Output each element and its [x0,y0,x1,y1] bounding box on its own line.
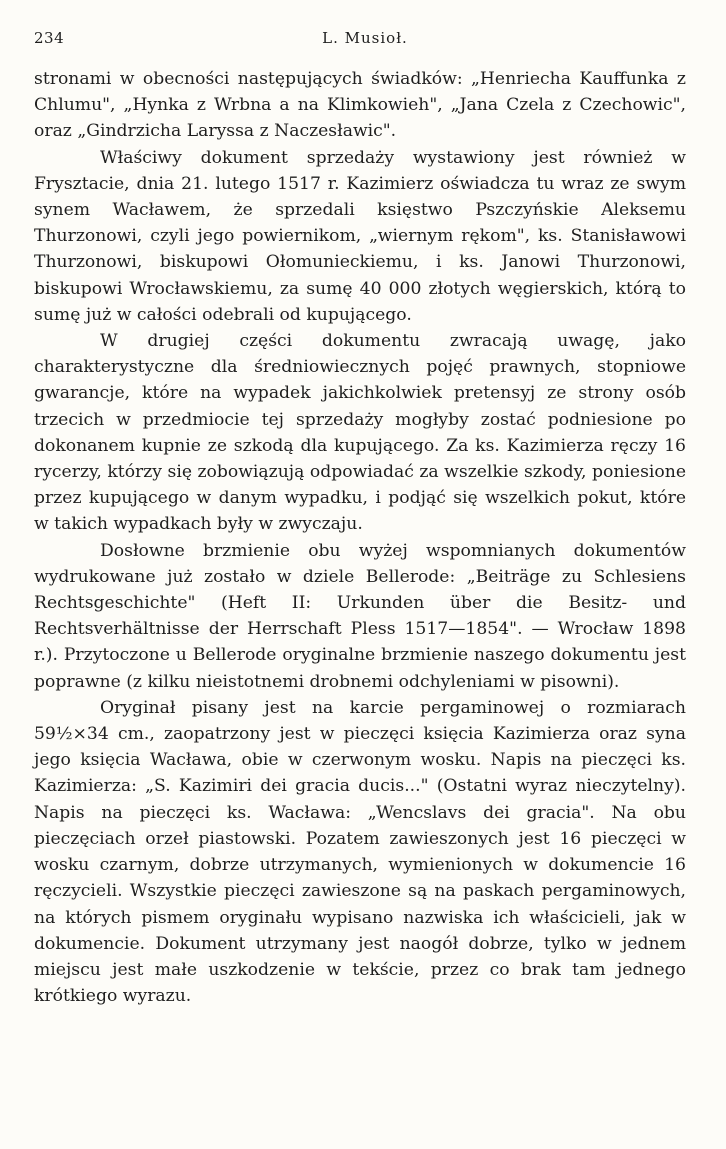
paragraph: stronami w obecności następujących świadków: „Henriecha Kauffunka z Chlumu", „Hynka z Wrbna a na Klimkowieh", „Jana Czela z Czechowic", oraz „Gindrzicha Laryssa z Naczesławic". [34,69,686,142]
paragraph: Dosłowne brzmienie obu wyżej wspomnianych dokumentów wydrukowane już zostało w dziele Bellerode: „Beiträge zu Schlesiens Rechtsgeschichte" (Heft II: Urkunden über die Besitz- und Rechtsverhältnisse der Herrschaft Pless 1517—1854". — Wrocław 1898 r.). Przytoczone u Bellerode oryginalne brzmienie naszego dokumentu jest poprawne (z kilku nieistotnemi drobnemi odchyleniami w pisowni). [34,540,686,692]
paragraph: Oryginał pisany jest na karcie pergaminowej o rozmiarach 59½×34 cm., zaopatrzony jest w pieczęci księcia Kazimierza oraz syna jego księcia Wacława, obie w czerwonym wosku. Napis na pieczęci ks. Kazimierza: „S. Kazimiri dei gracia ducis..." (Ostatni wyraz nieczytelny). Napis na pieczęci ks. Wacława: „Wencslavs dei gracia". Na obu pieczęciach orzeł piastowski. Pozatem zawieszonych jest 16 pieczęci w wosku czarnym, dobrze utrzymanych, wymienionych w dokumencie 16 ręczycieli. Wszystkie pieczęci zawieszone są na paskach pergaminowych, na których pismem oryginału wypisano nazwiska ich właścicieli, jak w dokumencie. Dokument utrzymany jest naogół dobrze, tylko w jednem miejscu jest małe uszkodzenie w tekście, przez co brak tam jednego krótkiego wyrazu. [34,697,686,1007]
paragraph: W drugiej części dokumentu zwracają uwagę, jako charakterystyczne dla średniowiecznych pojęć prawnych, stopniowe gwarancje, które na wypadek jakichkolwiek pretensyj ze strony osób trzecich w przedmiocie tej sprzedaży mogłyby zostać podniesione po dokonanem kupnie ze szkodą dla kupującego. Za ks. Kazimierza ręczy 16 rycerzy, którzy się zobowiązują odpowiadać za wszelkie szkody, poniesione przez kupującego w danym wypadku, i podjąć się wszelkich pokut, które w takich wypadkach były w zwyczaju. [34,331,686,535]
running-title: L. Musioł. [322,29,408,47]
page-number: 234 [34,29,65,47]
running-head [34,29,696,53]
body-text [34,66,686,1009]
paragraph: Właściwy dokument sprzedaży wystawiony jest również w Frysztacie, dnia 21. lutego 1517 r. Kazimierz oświadcza tu wraz ze swym synem Wacławem, że sprzedali księstwo Pszczyńskie Aleksemu Thurzonowi, czyli jego powiernikom, „wiernym rękom", ks. Stanisławowi Thurzonowi, biskupowi Ołomunieckiemu, i ks. Janowi Thurzonowi, biskupowi Wrocławskiemu, za sumę 40 000 złotych węgierskich, którą to sumę już w całości odebrali od kupującego. [34,147,686,325]
